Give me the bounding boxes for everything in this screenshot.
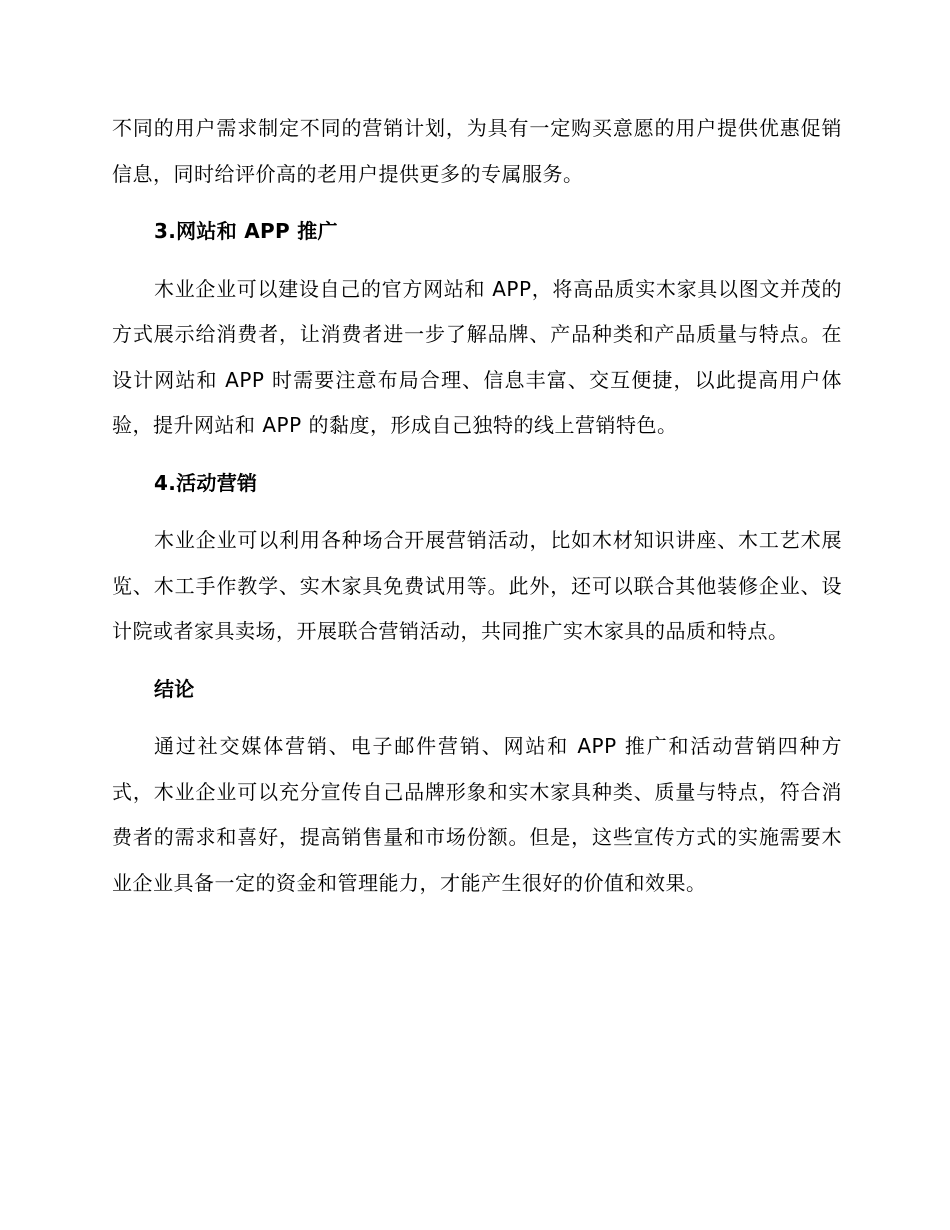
section4-paragraph: 木业企业可以利用各种场合开展营销活动，比如木材知识讲座、木工艺术展览、木工手作教学、实木家具免费试用等。此外，还可以联合其他装修企业、设计院或者家具卖场，开展联合营销活动，共同推广实木家具的品质和特点。 xyxy=(112,528,842,643)
section3-heading: 3.网站和 APP 推广 xyxy=(154,219,338,243)
section3-paragraph: 木业企业可以建设自己的官方网站和 APP，将高品质实木家具以图文并茂的方式展示给消费者，让消费者进一步了解品牌、产品种类和产品质量与特点。在设计网站和 APP 时需要注意布局合理、信息丰富、交互便捷，以此提高用户体验，提升网站和 APP 的黏度，形成自己独特的线上营销特色。 xyxy=(112,276,842,437)
document-page xyxy=(112,106,842,906)
conclusion-paragraph: 通过社交媒体营销、电子邮件营销、网站和 APP 推广和活动营销四种方式，木业企业可以充分宣传自己品牌形象和实木家具种类、质量与特点，符合消费者的需求和喜好，提高销售量和市场份额。但是，这些宣传方式的实施需要木业企业具备一定的资金和管理能力，才能产生很好的价值和效果。 xyxy=(112,734,842,895)
intro-continuation-paragraph: 不同的用户需求制定不同的营销计划，为具有一定购买意愿的用户提供优惠促销信息，同时给评价高的老用户提供更多的专属服务。 xyxy=(112,116,842,186)
conclusion-heading: 结论 xyxy=(154,676,195,701)
section4-heading: 4.活动营销 xyxy=(154,470,258,495)
